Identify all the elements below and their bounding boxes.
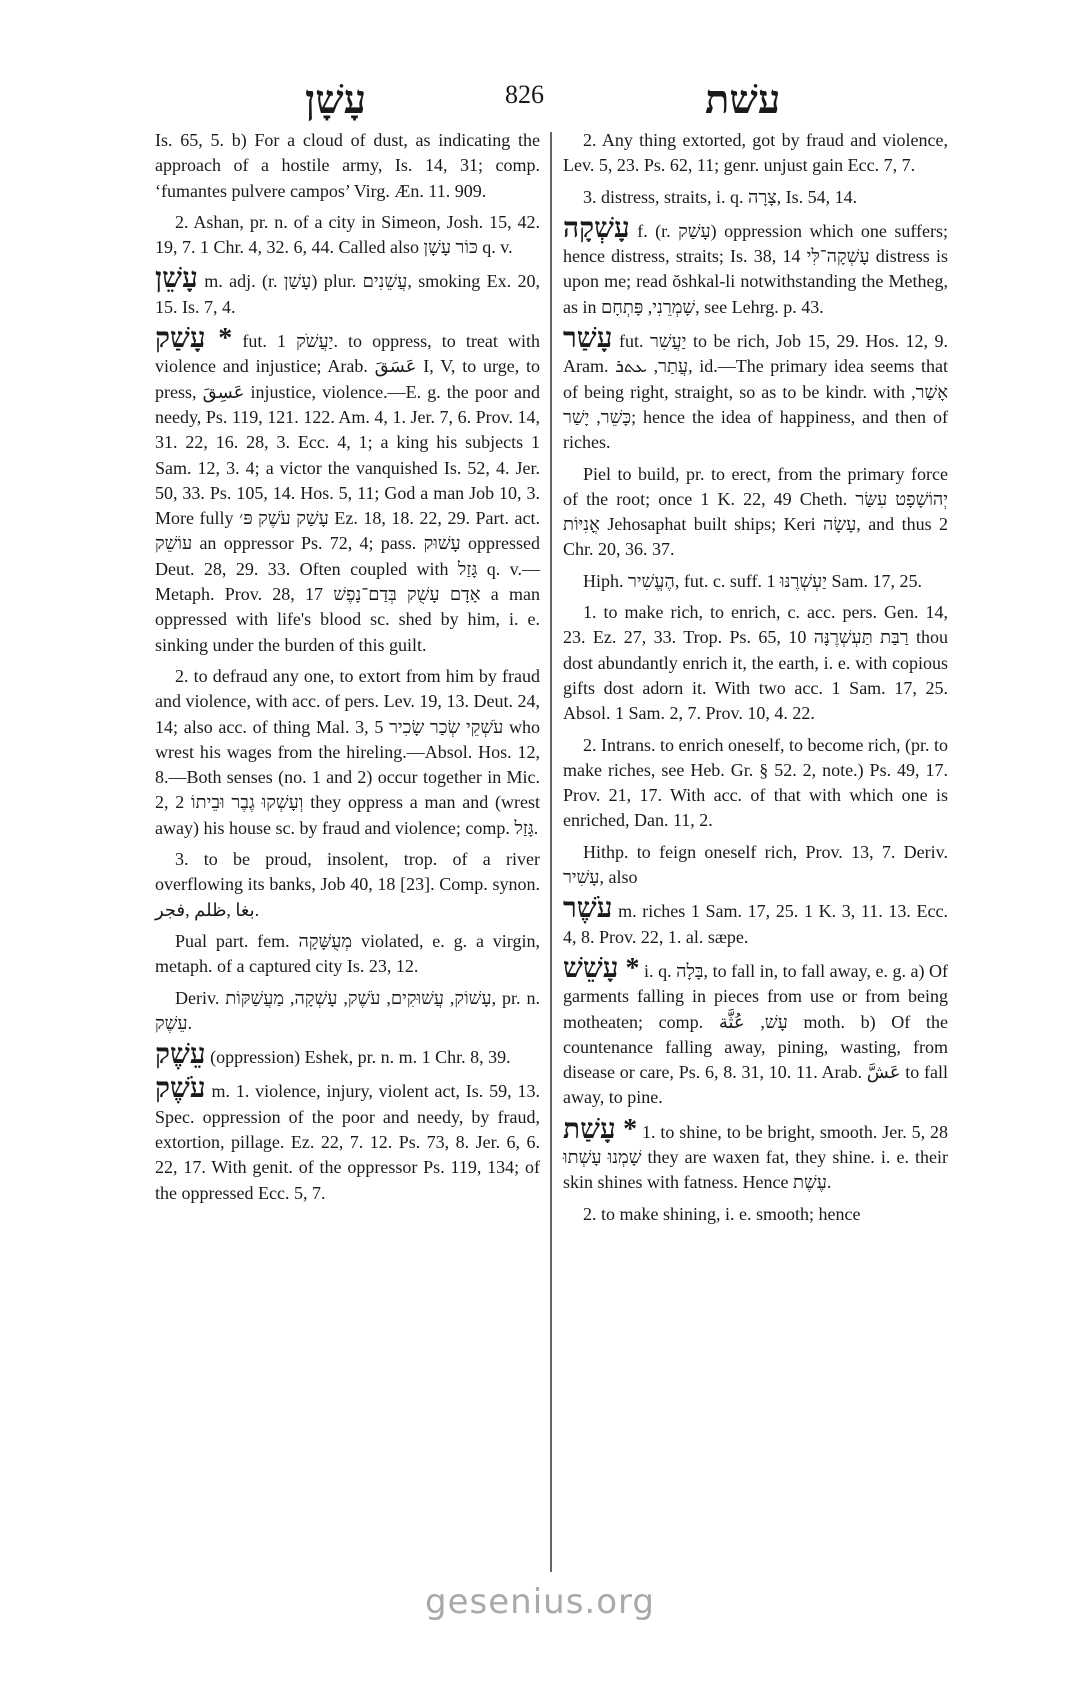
- entry-text: 2. Any thing extorted, got by fraud and violence, Lev. 5, 23. Ps. 62, 11; genr. unjust gain Ecc. 7, 7.: [563, 130, 948, 176]
- dictionary-entry: [155, 128, 540, 204]
- entry-text: Piel to build, pr. to erect, from the primary force of the root; once 1 K. 22, 49 Cheth. יְהוֹשָׁפָט עִשַּׂר אֳנִיּוֹת Jehosaphat built ships; Keri עָשָׂה, and thus 2 Chr. 20, 36. 37.: [563, 463, 948, 560]
- page-number: 826: [505, 80, 544, 109]
- dictionary-entry: [563, 569, 948, 594]
- entry-text: 3. distress, straits, i. q. צָרָה, Is. 54, 14.: [583, 186, 858, 207]
- dictionary-entry: [563, 952, 948, 1111]
- dictionary-entry: [563, 600, 948, 726]
- entry-headword: עֵשֶׁק: [155, 1039, 206, 1071]
- entry-text: 2. to defraud any one, to extort from him by fraud and violence, with acc. of pers. Lev. 19, 13. Deut. 24, 14; also acc. of thing Mal. 3, 5 עֹשְׁקֵי שְׂכַר שָׂכִיר who wrest his wages from the hireling.—Absol. Hos. 12, 8.—Both senses (no. 1 and 2) occur together in Mic. 2, 2 וְעָשְׁקוּ גֶבֶר וּבֵיתוֹ they oppress a man and (wrest away) his house sc. by fraud and violence; comp. גָּזַל.: [155, 665, 540, 838]
- entry-text: 1. to shine, to be bright, smooth. Jer. 5, 28 שָׁמְנוּ עָשְׁתוּ they are waxen fat, they shine. i. e. their skin shines with fatness. Hence עֶשֶׁת.: [563, 1121, 949, 1193]
- entry-headword: עֹשֶׁק: [155, 1073, 206, 1105]
- dictionary-entry: [563, 733, 948, 834]
- right-column: [563, 128, 948, 1233]
- dictionary-entry: [155, 210, 540, 261]
- entry-headword: * עָשֵׁשׁ: [563, 952, 640, 984]
- entry-headword: * עָשַׁק: [155, 323, 233, 355]
- dictionary-entry: [155, 847, 540, 923]
- entry-text: 1. to make rich, to enrich, c. acc. pers. Gen. 14, 23. Ez. 27, 33. Trop. Ps. 65, 10 רַבַּת תַּעְשְׁרֶנָּה thou dost abundantly enrich it, the earth, i. e. with copious gifts dost adorn it. With two acc. 1 Sam. 17, 25. Absol. 1 Sam. 2, 7. Prov. 10, 4. 22.: [563, 602, 948, 724]
- left-column: [155, 128, 540, 1212]
- dictionary-entry: [563, 128, 948, 179]
- dictionary-entry: [563, 840, 948, 891]
- entry-text: fut. יַעֲשֹׁק 1. to oppress, to treat with violence and injustice; Arab. عَسَقَ I, V, to urge, to press, عَسِقَ injustice, violence.—E. g. the poor and needy, Ps. 119, 121. 122. Am. 4, 1. Jer. 7, 6. Prov. 14, 31. 22, 16. 28, 3. Ecc. 4, 1; a king his subjects 1 Sam. 12, 3. 4; a victor the vanquished Is. 52, 4. Jer. 50, 33. Ps. 105, 14. Hos. 5, 11; God a man Job 10, 3. More fully עָשַׁק עֹשֶׁק פּ׳ Ez. 18, 18. 22, 29. Part. act. עוֹשֵׁק an oppressor Ps. 72, 4; pass. עָשׁוּק oppressed Deut. 28, 29. 33. Often coupled with גָּזַל q. v.—Metaph. Prov. 28, 17 אָדָם עָשֻׁק בְּדַם־נָפֶשׁ a man oppressed with life's blood sc. shed by him, i. e. sinking under the burden of this guilt.: [155, 331, 541, 655]
- dictionary-entry: [563, 212, 948, 320]
- entry-headword: עָשֵׁן: [155, 263, 198, 295]
- page-header: [0, 70, 1080, 130]
- dictionary-entry: [155, 929, 540, 980]
- entry-text: Hithp. to feign oneself rich, Prov. 13, 7. Deriv. עָשִׁיר, also: [563, 841, 948, 888]
- entry-text: Pual part. fem. מְעֻשָּׁקָה violated, e. g. a virgin, metaph. of a captured city Is. 23, 12.: [155, 930, 540, 977]
- entry-headword: * עָשַׁת: [563, 1113, 638, 1145]
- dictionary-entry: [563, 1202, 948, 1227]
- entry-text: Hiph. הֶעֱשִׁיר, fut. c. suff. יַעְשְׁרֶנּוּ 1 Sam. 17, 25.: [583, 570, 922, 591]
- entry-headword: עָשְׁקָה: [563, 212, 630, 244]
- header-headword-left: עָשָׁן: [305, 77, 367, 122]
- entry-headword: עָשַׁר: [563, 323, 613, 355]
- entry-text: fut. יַעֲשִׁר to be rich, Job 15, 29. Hos. 12, 9. Aram. עֲתַר, ܥܬܪ, id.—The primary idea seems that of being right, straight, so as to be kindr. with אָשַׁר, כָּשֵׁר, יָשַׁר; hence the idea of happiness, and then of riches.: [563, 331, 949, 453]
- entry-text: i. q. בָּלָה, to fall in, to fall away, e. g. a) Of garments falling in pieces from use or from being motheaten; comp. עָשׁ, عُثَّة moth. b) Of the countenance falling away, pining, wasting, from disease or care, Ps. 6, 8. 31, 10. 11. Arab. عَشَّ to fall away, to pine.: [563, 960, 948, 1108]
- dictionary-entry: [155, 664, 540, 841]
- dictionary-entry: [155, 1039, 540, 1071]
- dictionary-entry: [155, 1073, 540, 1205]
- dictionary-entry: [563, 462, 948, 563]
- entry-text: m. adj. (r. עָשַׁן) plur. עֲשֵׁנִים, smoking Ex. 20, 15. Is. 7, 4.: [155, 271, 540, 317]
- header-headword-right: עשׁת: [705, 77, 781, 122]
- entry-text: 2. Intrans. to enrich oneself, to become rich, (pr. to make riches, see Heb. Gr. § 52. 2, note.) Ps. 49, 17. Prov. 21, 17. With acc. of that with which one is enriched, Dan. 11, 2.: [563, 734, 948, 831]
- dictionary-entry: [563, 1113, 949, 1196]
- entry-text: Is. 65, 5. b) For a cloud of dust, as indicating the approach of a hostile army, Is. 14, 31; comp. ‘fumantes pulvere campos’ Virg. Æn. 11. 909.: [155, 130, 540, 201]
- column-divider: [550, 132, 552, 1572]
- entry-text: Deriv. עָשׁוֹק, עֲשׁוּקִים, עֹשֶׁק, עָשְׁקָה, מַעֲשַׁקּוֹת, pr. n. עֵשֶׁק.: [155, 987, 540, 1033]
- dictionary-entry: [563, 323, 949, 455]
- watermark: gesenius.org: [425, 1582, 655, 1622]
- entry-text: (oppression) Eshek, pr. n. m. 1 Chr. 8, 39.: [210, 1047, 511, 1068]
- entry-text: 3. to be proud, insolent, trop. of a river overflowing its banks, Job 40, 18 [23]. Comp. synon. بغا ,ظلم ,فجر.: [155, 849, 540, 920]
- dictionary-entry: [155, 986, 540, 1037]
- entry-text: 2. to make shining, i. e. smooth; hence: [583, 1203, 861, 1224]
- dictionary-entry: [155, 323, 541, 658]
- entry-text: m. 1. violence, injury, violent act, Is. 59, 13. Spec. oppression of the poor and needy, by fraud, extortion, pillage. Ez. 22, 7. 12. Ps. 73, 8. Jer. 6, 6. 22, 17. With genit. of the oppressor Ps. 119, 134; of the oppressed Ecc. 5, 7.: [155, 1081, 540, 1203]
- dictionary-entry: [155, 263, 540, 320]
- entry-text: m. riches 1 Sam. 17, 25. 1 K. 3, 11. 13. Ecc. 4, 8. Prov. 22, 1. al. sæpe.: [563, 901, 948, 947]
- entry-headword: עֹשֶׁר: [563, 893, 613, 925]
- dictionary-entry: [563, 185, 948, 210]
- dictionary-entry: [563, 893, 948, 950]
- entry-text: f. (r. עָשַׁק) oppression which one suffers; hence distress, straits; Is. 38, 14 עָשְׁקָה־לִּי distress is upon me; read ŏshkal-li notwithstanding the Metheg, as in שָׁמְרֵנִי, פָּתְחָם, see Lehrg. p. 43.: [563, 220, 948, 317]
- entry-text: 2. Ashan, pr. n. of a city in Simeon, Josh. 15, 42. 19, 7. 1 Chr. 4, 32. 6, 44. Called also כּוֹר עָשָׁן q. v.: [155, 211, 540, 258]
